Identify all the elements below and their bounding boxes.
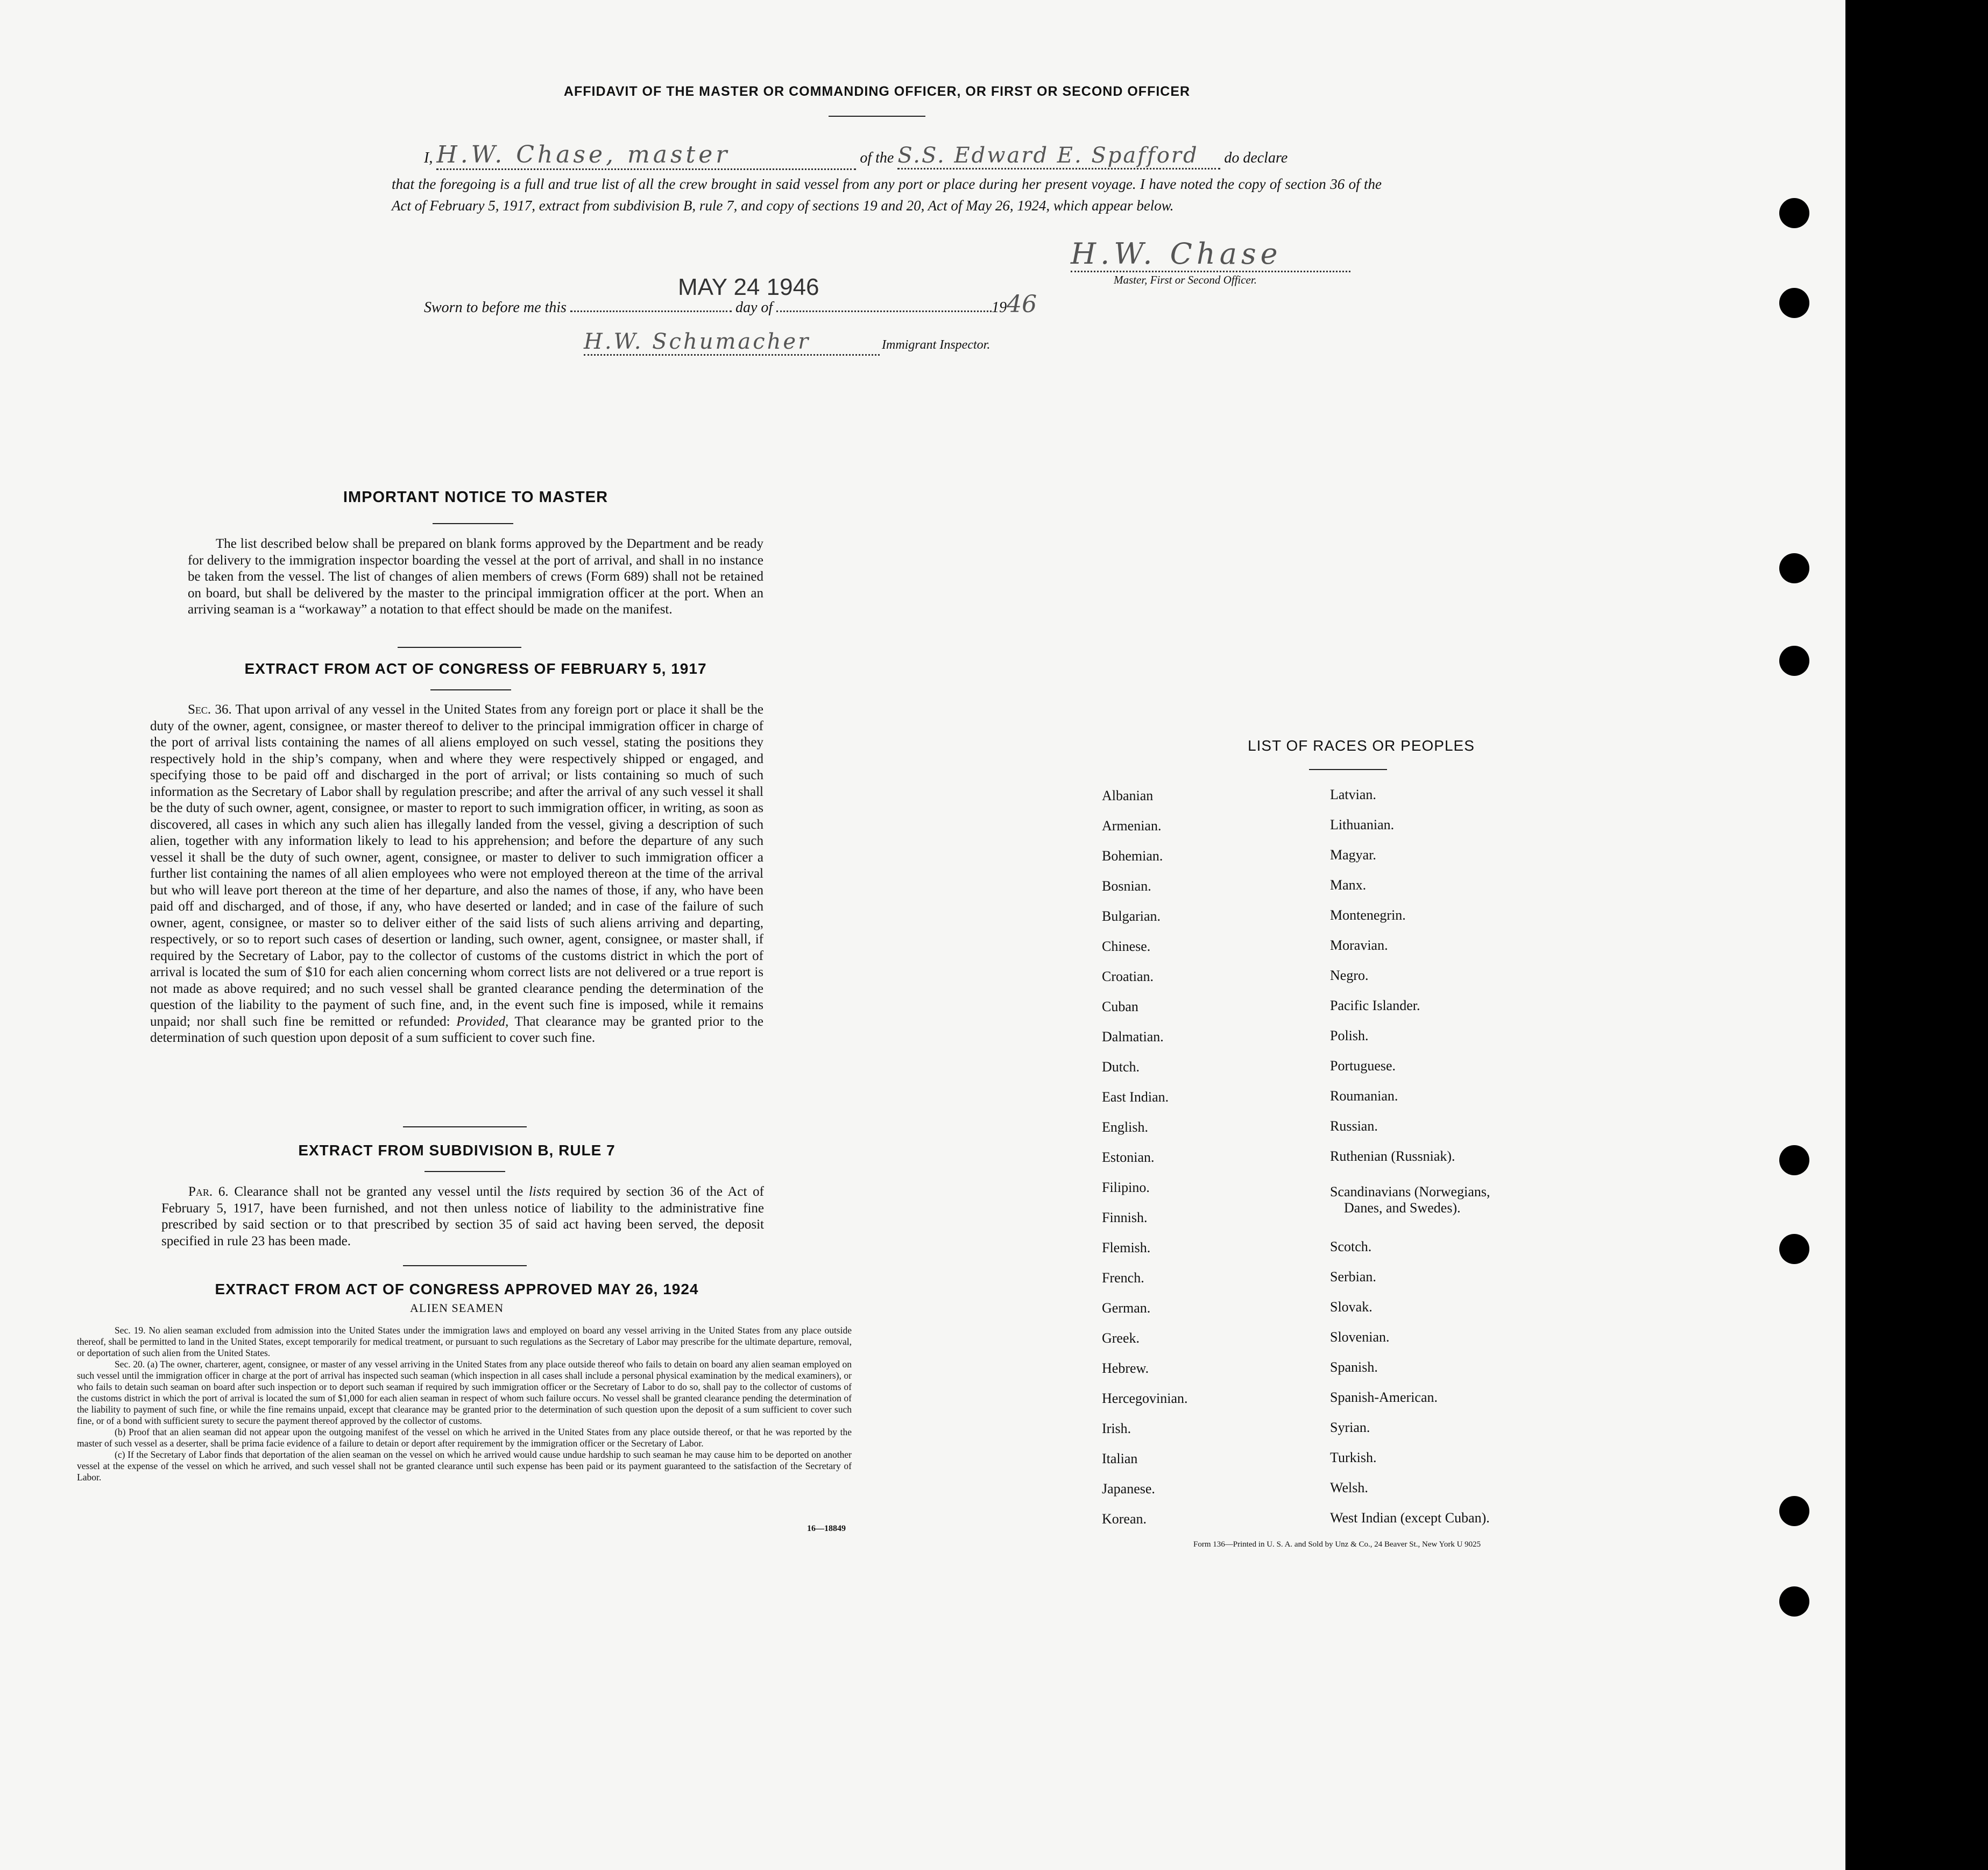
year-prefix: 19 [992,299,1007,316]
race-item: Welsh. [1330,1480,1368,1495]
race-item: German. [1102,1300,1151,1316]
race-item: Pacific Islander. [1330,998,1420,1013]
section-rule [433,523,513,524]
race-item: Hercegovinian. [1102,1391,1188,1406]
races-rule [1309,769,1387,770]
races-title: LIST OF RACES OR PEOPLES [1248,737,1475,754]
line1-suffix: do declare [1224,150,1288,166]
race-item: Spanish-American. [1330,1389,1438,1405]
section-rule [425,1171,505,1172]
punch-hole [1779,553,1809,583]
race-item: Armenian. [1102,818,1162,834]
race-item: Filipino. [1102,1180,1150,1195]
punch-hole [1779,1586,1809,1617]
line1-mid: of the [860,150,894,166]
race-item: Scandinavians (Norwegians, [1330,1184,1490,1199]
par-6-label: Par. 6. [188,1184,229,1199]
affidavit-line1 [424,141,1382,170]
race-item: Syrian. [1330,1420,1370,1435]
race-item: Lithuanian. [1330,817,1395,832]
race-item: East Indian. [1102,1089,1169,1105]
day-of-label: day of [735,299,773,316]
act-1924-text [77,1325,852,1483]
race-item: Spanish. [1330,1359,1378,1375]
race-item: Latvian. [1330,787,1376,802]
title-rule [829,116,925,117]
race-item: Moravian. [1330,937,1388,953]
race-item: Magyar. [1330,847,1376,863]
notice-title: IMPORTANT NOTICE TO MASTER [343,489,609,506]
race-item: Polish. [1330,1028,1369,1043]
race-item: Albanian [1102,788,1154,803]
race-item: Serbian. [1330,1269,1376,1285]
race-item: Slovenian. [1330,1329,1390,1345]
race-item: Dalmatian. [1102,1029,1164,1045]
inspector-caption: Immigrant Inspector. [882,338,991,352]
rule-7-title: EXTRACT FROM SUBDIVISION B, RULE 7 [298,1142,615,1159]
act-1917-title: EXTRACT FROM ACT OF CONGRESS OF FEBRUARY 5, 1917 [244,660,707,677]
par-6-text-b: required by section 36 of the Act of February 5, 1917, have been furnished, and not then unless notice of liability to the administrative fine prescribed by said section or to that prescribed by section 35 of said act having been served, the deposit specified in rule 23 has been made. [161,1184,764,1248]
act-1924-title: EXTRACT FROM ACT OF CONGRESS APPROVED MAY 26, 1924 [215,1281,699,1297]
date-stamp: MAY 24 1946 [677,274,819,300]
race-item: West Indian (except Cuban). [1330,1510,1490,1526]
form-footer: Form 136—Printed in U. S. A. and Sold by Unz & Co., 24 Beaver St., New York U 9025 [1193,1540,1481,1549]
race-item: Slovak. [1330,1299,1373,1315]
sec-36-body: That upon arrival of any vessel in the United States from any foreign port or place it shall be the duty of the owner, agent, consignee, or master thereof to deliver to the principal immigration officer in charge of the port of arrival lists containing the names of all aliens employed on such vessel, stating the positions they respectively hold in the ship’s company, when and where they were respectively shipped or engaged, and specifying those to be paid off and discharged in the port of arrival; or lists containing so much of such information as the Secretary of Labor shall by regulation prescribe; and after the arrival of any such vessel it shall be the duty of such owner, agent, consignee, or master to report to such immigration officer, in writing, as soon as discovered, all cases in which any such alien has illegally landed from the vessel, giving a description of such alien, together with any information likely to lead to his apprehension; and before the departure of any such vessel it shall be the duty of such owner, agent, consignee, or master to deliver to such immigration officer a further list containing the names of all alien employees who were not employed thereon at the time of the arrival but who will leave port thereon at the time of her departure, and also the names of those, if any, who have been paid off and discharged, and of those, if any, who have deserted or landed; and in case of the failure of such owner, agent, consignee, or master so to deliver either of the said lists of such aliens arriving and departing, respectively, or so to report such cases of desertion or landing, such owner, agent, consignee, or master shall, if required by the Secretary of Labor, pay to the collector of customs of the customs district in which the port of arrival is located the sum of $10 for each alien concerning whom correct lists are not delivered or a true report is not made as above required; and no such vessel shall be granted clearance pending the determination of the question of the liability to the payment of such fine, and, in the event such fine is imposed, while it remains unpaid; nor shall such fine be remitted or refunded: [150,702,763,1029]
alien-seamen-subtitle: ALIEN SEAMEN [410,1301,504,1315]
inspector-line [584,329,990,356]
master-caption: Master, First or Second Officer. [1114,273,1257,286]
punch-hole [1779,1145,1809,1175]
sec-20a-text: Sec. 20. (a) The owner, charterer, agent, consignee, or master of any vessel arriving in the United States from any place outside thereof who fails to detain on board any alien seaman employed on such vessel until the immigration officer in charge at the port of arrival has inspected such seaman (which inspection in all cases shall include a personal physical examination by the medical examiners), or who fails to detain such seaman on board after such inspection or to deport such seaman if required by such immigration officer or the Secretary of Labor to do so, shall pay to the collector of customs of the customs district in which the port of arrival is located the sum of $1,000 for each alien seaman in respect of whom such failure occurs. No vessel shall be granted clearance pending the determination of the liability to payment of such fine, or while the fine remains unpaid, except that clearance may be granted prior to the determination of such question upon the deposit of a sum sufficient to cover such fine, or of a bond with sufficient surety to secure the payment thereof approved by the collector of customs. [77,1359,852,1426]
race-item: Italian [1102,1451,1138,1466]
punch-hole [1779,288,1809,318]
race-item: Scotch. [1330,1239,1372,1254]
race-item: Greek. [1102,1330,1140,1346]
vessel-name-signature: S.S. Edward E. Spafford [897,143,1220,170]
sec-20c-text: (c) If the Secretary of Labor finds that deportation of the alien seaman on the vessel on which he arrived would cause undue hardship to such seaman he may cause him to be deported on another vessel at the expense of the vessel on which he arrived, and such vessel shall not be granted clearance until such expense has been paid or its payment guaranteed to the satisfaction of the Secretary of Labor. [77,1449,852,1483]
race-item: Russian. [1330,1118,1378,1134]
affidavit-title: AFFIDAVIT OF THE MASTER OR COMMANDING OFFICER, OR FIRST OR SECOND OFFICER [563,84,1191,99]
section-rule [403,1265,527,1266]
punch-hole [1779,646,1809,676]
sec-20b-text: (b) Proof that an alien seaman did not appear upon the outgoing manifest of the vessel on which he arrived in the United States from any place outside thereof, or that he was reported by the master of such vessel as a deserter, shall be prima facie evidence of a failure to detain or deport after requirement by the immigration officer or the Secretary of Labor. [77,1427,852,1449]
race-item: Irish. [1102,1421,1131,1436]
race-item: Croatian. [1102,969,1154,984]
year-signature: 46 [1007,291,1037,318]
sworn-month-field [776,311,992,312]
race-item: Bohemian. [1102,848,1163,864]
sworn-line [424,274,1123,318]
race-item: Finnish. [1102,1210,1148,1225]
race-item: Japanese. [1102,1481,1155,1497]
race-item: Estonian. [1102,1149,1155,1165]
form-code: 16—18849 [807,1524,846,1533]
race-item: Ruthenian (Russniak). [1330,1148,1455,1164]
master-name-signature: H.W. Chase, master [436,141,856,170]
section-rule [403,1126,527,1127]
affidavit-body: that the foregoing is a full and true list of all the crew brought in said vessel from any port or place during her present voyage. I have noted the copy of section 36 of the Act of February 5, 1917, extract from subdivision B, rule 7, and copy of sections 19 and 20, Act of May 26, 1924, which appear below. [392,176,1382,214]
provided-word: Provided, [456,1014,509,1029]
inspector-signature: H.W. Schumacher [584,329,880,356]
race-item: Korean. [1102,1511,1147,1527]
race-item: Roumanian. [1330,1088,1398,1104]
race-item: Dutch. [1102,1059,1140,1075]
punch-hole [1779,1234,1809,1264]
section-rule [398,647,521,648]
sworn-prefix: Sworn to before me this [424,299,567,316]
race-item: Chinese. [1102,938,1151,954]
act-1917-text [150,702,763,1047]
section-rule [430,689,511,690]
race-item: Flemish. [1102,1240,1151,1255]
race-item: Danes, and Swedes). [1344,1200,1461,1216]
lists-word: lists [528,1184,551,1199]
race-item: Bosnian. [1102,878,1151,894]
race-item: English. [1102,1119,1148,1135]
rule-7-text [161,1184,764,1250]
race-item: Montenegrin. [1330,907,1406,923]
sec-36-end: That clearance may be granted prior to the determination of such question upon deposit of a sum sufficient to cover such fine. [150,1014,763,1045]
race-item: Negro. [1330,968,1369,983]
race-item: Manx. [1330,877,1367,893]
punch-hole [1779,1496,1809,1526]
line1-prefix: I, [424,150,433,166]
sec-19-text: Sec. 19. No alien seaman excluded from admission into the United States under the immigration laws and employed on board any vessel arriving in the United States from any place outside thereof, shall be permitted to land in the United States, except temporarily for medical treatment, or pursuant to such regulations as the Secretary of Labor may prescribe for the ultimate departure, removal, or deportation of such alien from the United States. [77,1325,852,1358]
punch-hole [1779,198,1809,228]
sec-36-label: Sec. 36. [188,702,232,717]
race-item: French. [1102,1270,1144,1286]
race-item: Hebrew. [1102,1360,1149,1376]
par-6-text-a: Clearance shall not be granted any vessel until the [234,1184,523,1199]
race-item: Bulgarian. [1102,908,1161,924]
race-item: Cuban [1102,999,1138,1014]
master-signature: H.W. Chase [1071,237,1350,272]
race-item: Turkish. [1330,1450,1377,1465]
race-item: Portuguese. [1330,1058,1396,1074]
notice-text: The list described below shall be prepared on blank forms approved by the Department and be ready for delivery to the immigration inspector boarding the vessel at the port of arrival, and shall in no instance be taken from the vessel. The list of changes of alien members of crews (Form 689) shall not be retained on board, but shall be delivered by the master to the principal immigration officer at the port. When an arriving seaman is a “workaway” a notation to that effect should be made on the manifest. [188,537,763,617]
